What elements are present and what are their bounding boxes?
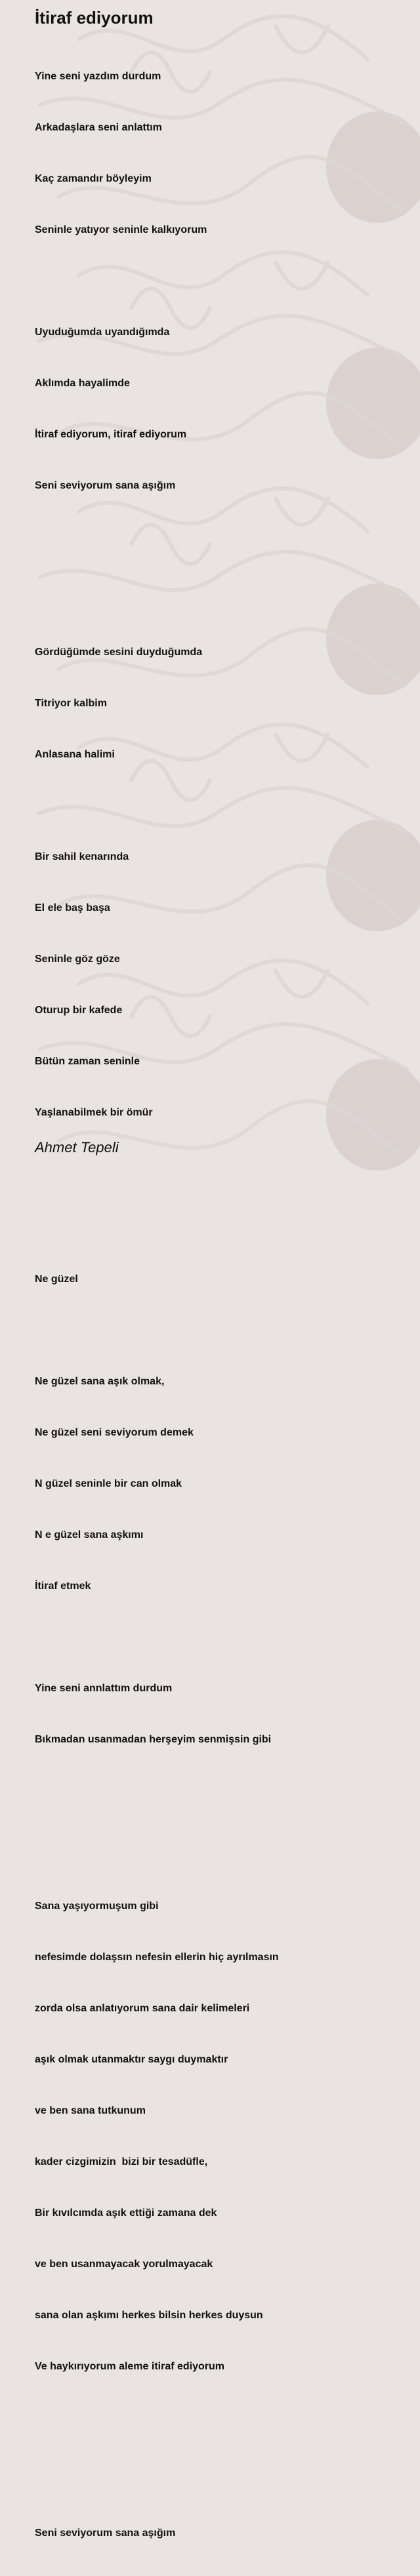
stanza — [35, 34, 409, 273]
poem-line: zorda olsa anlatıyorum sana dair kelimeleri — [35, 2003, 250, 2014]
stanza-gap — [35, 1322, 409, 1339]
poem-line: Uyuduğumda uyandığımda — [35, 327, 170, 338]
poem-line: Oturup bir kafede — [35, 1005, 123, 1016]
stanza — [35, 290, 409, 529]
poem-line: ve ben usanmayacak yorulmayacak — [35, 2259, 213, 2270]
poem-title: İtiraf ediyorum — [35, 8, 154, 28]
poem-line: Seninle yatıyor seninle kalkıyorum — [35, 224, 207, 235]
poem-line: Arkadaşlara seni anlattım — [35, 122, 162, 133]
stanza — [35, 2491, 409, 2576]
poem-line: Yine seni yazdım durdum — [35, 71, 161, 82]
stanza — [35, 815, 409, 1156]
stanza — [35, 1237, 409, 1322]
stanza — [35, 1646, 409, 1782]
poem-line: Bütün zaman seninle — [35, 1056, 140, 1067]
stanza — [35, 1339, 409, 1629]
stanza-gap — [35, 1629, 409, 1646]
poem-line: ve ben sana tutkunum — [35, 2105, 146, 2116]
poem-line: Seni seviyorum sana aşığım — [35, 480, 176, 491]
poem-line: Anlasana halimi — [35, 749, 115, 760]
stanza — [35, 610, 409, 797]
poem-line: Gördüğümde sesini duyduğumda — [35, 647, 203, 658]
poem-line: İtiraf ediyorum, itiraf ediyorum — [35, 429, 187, 440]
stanza — [35, 1864, 409, 2409]
section-gap — [35, 529, 409, 610]
section-gap — [35, 1782, 409, 1864]
poem-line: Kaç zamandır böyleyim — [35, 173, 152, 184]
poem-line: N e güzel sana aşkımı — [35, 1529, 144, 1540]
poem-line: Seninle göz göze — [35, 954, 120, 965]
poem-line: Ne güzel — [35, 1274, 78, 1285]
poem-line: Bir kıvılcımda aşık ettiği zamana dek — [35, 2207, 217, 2219]
poem-line: nefesimde dolaşsın nefesin ellerin hiç ayrılmasın — [35, 1952, 279, 1963]
stanza-gap — [35, 273, 409, 290]
poem-line: Aklımda hayalimde — [35, 378, 130, 389]
poem-line: Sana yaşıyormuşum gibi — [35, 1901, 159, 1912]
poem-line: El ele baş başa — [35, 902, 110, 914]
poem-line: Ne güzel sana aşık olmak, — [35, 1376, 165, 1387]
poem-line: sana olan aşkımı herkes bilsin herkes duysun — [35, 2310, 263, 2321]
poem-line: Titriyor kalbim — [35, 698, 107, 709]
poem-author: Ahmet Tepeli — [35, 1139, 119, 1156]
poem-line: Yaşlanabilmek bir ömür — [35, 1107, 153, 1118]
poem-content — [35, 8, 409, 2576]
poem-line: İtiraf etmek — [35, 1580, 91, 1592]
poem-line: Ve haykırıyorum aleme itiraf ediyorum — [35, 2361, 225, 2372]
poem-line: Seni seviyorum sana aşığım — [35, 2527, 176, 2539]
poem-line: N güzel seninle bir can olmak — [35, 1478, 182, 1489]
poem-line: Yine seni annlattım durdum — [35, 1683, 173, 1694]
poem-line: Ne güzel seni seviyorum demek — [35, 1427, 194, 1438]
poem-line: Bir sahil kenarında — [35, 851, 129, 862]
poem-line: Bıkmadan usanmadan herşeyim senmişsin gibi — [35, 1734, 272, 1745]
poem-line: aşık olmak utanmaktır saygı duymaktır — [35, 2054, 228, 2065]
section-gap — [35, 1156, 409, 1237]
section-gap — [35, 2409, 409, 2491]
poem-line: kader cizgimizin bizi bir tesadüfle, — [35, 2156, 208, 2167]
stanza-gap — [35, 797, 409, 815]
